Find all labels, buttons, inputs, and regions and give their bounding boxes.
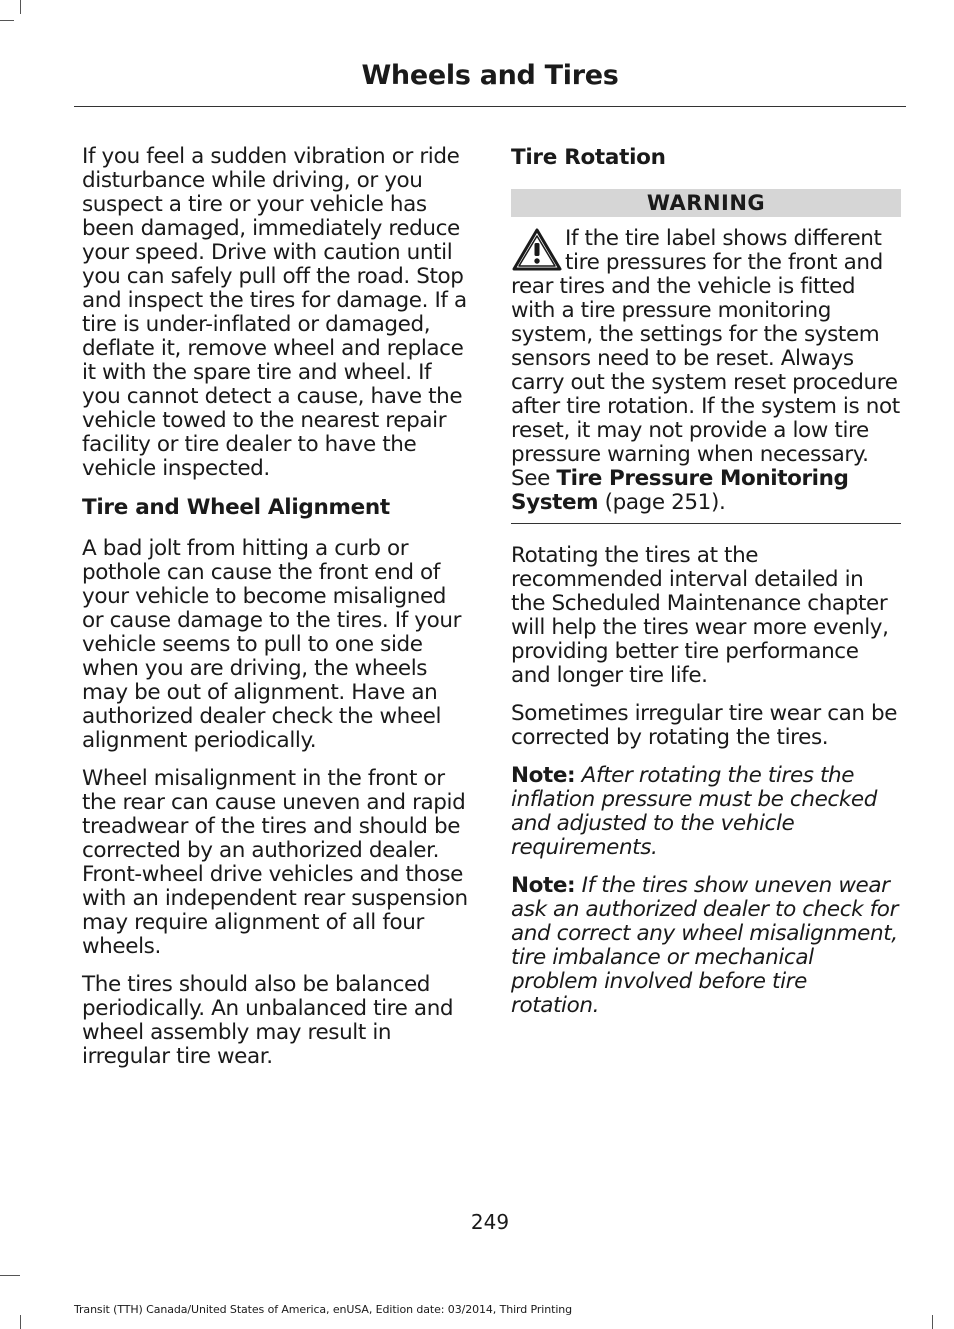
alignment-paragraph-1: A bad jolt from hitting a curb or pothole can cause the front end of your vehicle to become misaligned or cause damage to the tires. If your vehicle seems to pull to one side when you are driving, the wheels may be out of alignment. Have an authorized dealer check the wheel alignment periodically. bbox=[82, 536, 462, 753]
rotation-heading: Tire Rotation bbox=[511, 145, 666, 170]
tpms-link[interactable]: Tire Pressure Monitoring System bbox=[511, 466, 849, 515]
crop-mark-top-left-v bbox=[20, 0, 21, 14]
warning-text bbox=[511, 227, 901, 515]
page-title: Wheels and Tires bbox=[361, 60, 619, 91]
warning-page-ref: (page 251). bbox=[598, 490, 726, 515]
alignment-heading: Tire and Wheel Alignment bbox=[82, 495, 390, 520]
note-2 bbox=[511, 874, 901, 1018]
warning-body bbox=[511, 227, 901, 515]
crop-mark-top-left-h bbox=[0, 20, 14, 21]
intro-paragraph: If you feel a sudden vibration or ride disturbance while driving, or you suspect a tire or your vehicle has been damaged, immediately reduce your speed. Drive with caution until you can safely pull off the road. Stop and inspect the tires for damage. If a tire is under-inflated or damaged, deflate it, remove wheel and replace it with the spare tire and wheel. If you cannot detect a cause, have the vehicle towed to the nearest repair facility or tire dealer to have the vehicle inspected. bbox=[82, 144, 467, 481]
header-divider bbox=[74, 106, 906, 107]
warning-divider bbox=[511, 523, 901, 524]
right-column bbox=[511, 145, 901, 1032]
left-column bbox=[82, 145, 472, 1083]
note-1-label: Note: bbox=[511, 763, 576, 788]
crop-mark-bottom-left-v bbox=[20, 1315, 21, 1329]
note-1-text: After rotating the tires the inflation pressure must be checked and adjusted to the vehicle requirements. bbox=[511, 763, 877, 860]
warning-text-body: If the tire label shows different tire pressures for the front and rear tires and the vehicle is fitted with a tire pressure monitoring system, the settings for the system sensors need to be reset. Always carry out the system reset procedure after tire rotation. If the system is not reset, it may not provide a low tire pressure warning when necessary. See bbox=[511, 226, 900, 491]
warning-triangle-icon bbox=[511, 227, 563, 273]
crop-mark-bottom-right-v bbox=[932, 1315, 933, 1329]
crop-mark-bottom-left-h bbox=[0, 1275, 20, 1276]
alignment-paragraph-3: The tires should also be balanced periodically. An unbalanced tire and wheel assembly may result in irregular tire wear. bbox=[82, 972, 454, 1069]
warning-banner: WARNING bbox=[511, 189, 901, 217]
rotation-paragraph-2: Sometimes irregular tire wear can be corrected by rotating the tires. bbox=[511, 701, 898, 750]
edition-footer: Transit (TTH) Canada/United States of America, enUSA, Edition date: 03/2014, Third Printing bbox=[74, 1303, 573, 1316]
rotation-paragraph-1: Rotating the tires at the recommended interval detailed in the Scheduled Maintenance chapter will help the tires wear more evenly, providing better tire performance and longer tire life. bbox=[511, 543, 889, 688]
note-2-text: If the tires show uneven wear ask an authorized dealer to check for and correct any wheel misalignment, tire imbalance or mechanical problem involved before tire rotation. bbox=[511, 873, 899, 1018]
note-1 bbox=[511, 764, 901, 860]
page-number: 249 bbox=[470, 1210, 510, 1234]
alignment-paragraph-2: Wheel misalignment in the front or the rear can cause uneven and rapid treadwear of the tires and should be corrected by an authorized dealer. Front-wheel drive vehicles and those with an independent rear suspension may require alignment of all four wheels. bbox=[82, 766, 468, 959]
note-2-label: Note: bbox=[511, 873, 576, 898]
